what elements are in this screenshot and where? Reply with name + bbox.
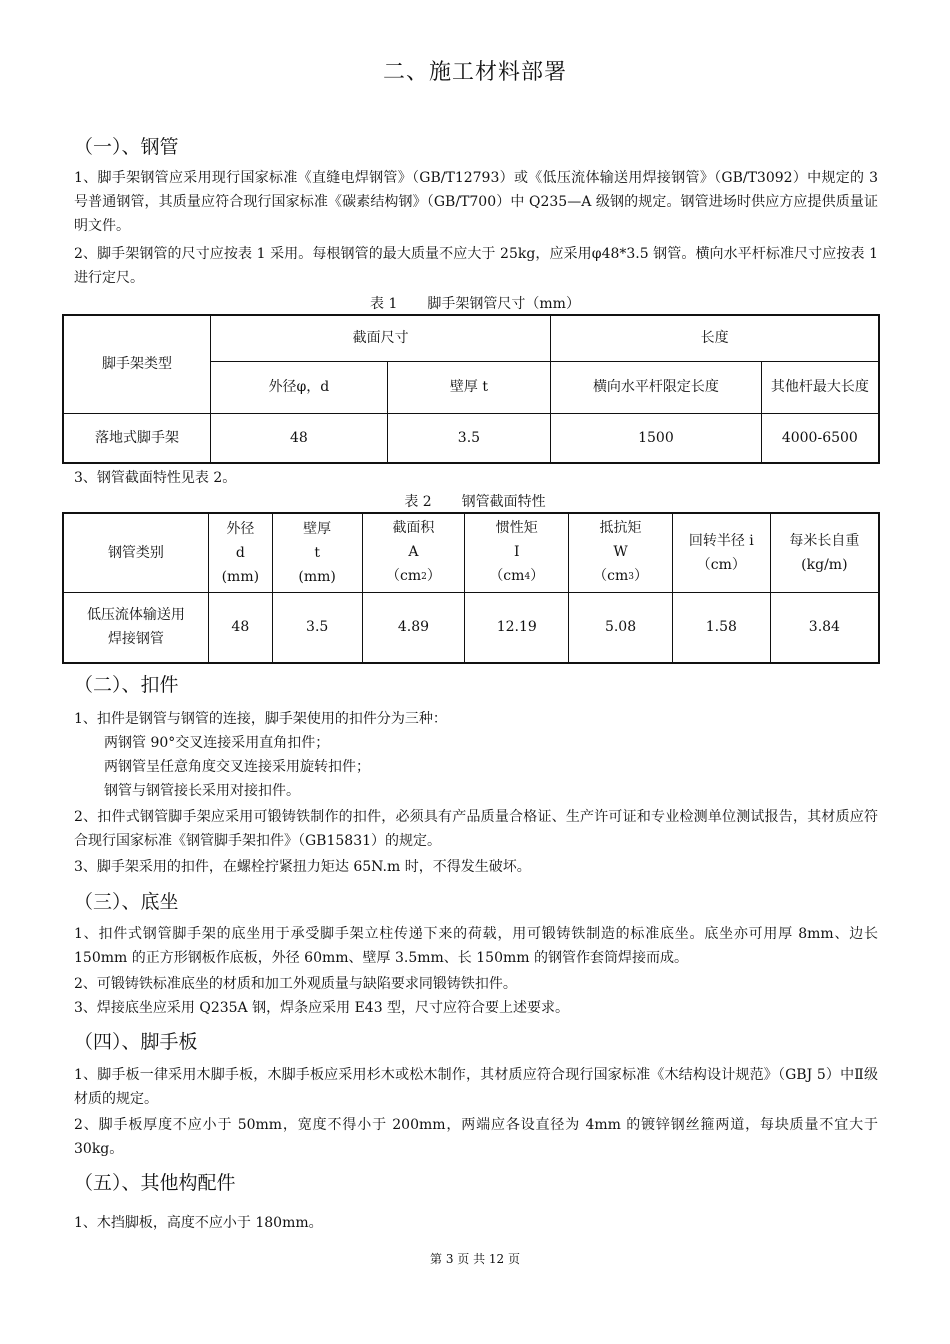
paragraph-base-quality: 2、可锻铸铁标准底坐的材质和加工外观质量与缺陷要求同锻铸铁扣件。	[74, 976, 517, 992]
list-item-swivel: 两钢管呈任意角度交叉连接采用旋转扣件；	[104, 759, 370, 775]
table2-header-type: 钢管类别	[63, 513, 208, 593]
table2-caption	[0, 491, 950, 511]
table2-cell: 48	[208, 593, 272, 663]
list-item-right-angle: 两钢管 90°交叉连接采用直角扣件；	[104, 735, 330, 751]
paragraph-pipe-standard: 1、脚手架钢管应采用现行国家标准《直缝电焊钢管》（GB/T12793）或《低压流体输送用焊接钢管》（GB/T3092）中规定的 3 号普通钢管，其质量应符合现行国家标准《碳素结构钢》（GB/T700）中 Q235—A 级钢的规定。钢管进场时供应方应提供质量证明文件。	[74, 170, 878, 234]
table1-header-wall: 壁厚 t	[387, 361, 551, 413]
table2-cell: 3.84	[770, 593, 879, 663]
table1-header-outer-diameter: 外径φ，d	[211, 361, 388, 413]
paragraph-coupler-torque: 3、脚手架采用的扣件，在螺栓拧紧扭力矩达 65N.m 时，不得发生破坏。	[74, 859, 531, 875]
table2-cell: 5.08	[569, 593, 673, 663]
table2-header-inertia: 惯性矩 I $(cm^4)$	[465, 513, 569, 593]
table2-header-modulus: 抵抗矩 W $(cm^3)$	[569, 513, 673, 593]
table2-cell: 4.89	[362, 593, 465, 663]
table1-cell: 1500	[551, 413, 761, 463]
paragraph-base-description: 1、扣件式钢管脚手架的底坐用于承受脚手架立柱传递下来的荷载，用可锻铸铁制造的标准底坐。底坐亦可用厚 8mm、边长 150mm 的正方形钢板作底板，外径 60mm、壁厚 3.5mm、长 150mm 的钢管作套筒焊接而成。	[74, 926, 878, 966]
paragraph-section-properties: 3、钢管截面特性见表 2。	[74, 470, 237, 486]
table2-header-weight: 每米长自重 (kg/m)	[770, 513, 879, 593]
table1-header-length: 长度	[551, 315, 879, 361]
paragraph-pipe-size: 2、脚手架钢管的尺寸应按表 1 采用。每根钢管的最大质量不应大于 25kg，应采用φ48*3.5 钢管。横向水平杆标准尺寸应按表 1 进行定尺。	[74, 246, 878, 286]
section-heading-steel-pipe: （一）、钢管	[74, 136, 179, 158]
table2-caption-text: 钢管截面特性	[461, 494, 546, 510]
table1-header-transverse-length: 横向水平杆限定长度	[551, 361, 761, 413]
section-heading-couplers: （二）、扣件	[74, 674, 179, 696]
table1-caption	[0, 293, 950, 313]
list-item-butt: 钢管与钢管接长采用对接扣件。	[104, 783, 300, 799]
table1-caption-number: 表 1	[370, 296, 398, 312]
table1-cell: 4000-6500	[761, 413, 879, 463]
page-title: 二、施工材料部署	[382, 60, 567, 85]
table1-header-section: 截面尺寸	[211, 315, 551, 361]
table2-header-area: 截面积 A $(cm^2)$	[362, 513, 465, 593]
paragraph-board-material: 1、脚手板一律采用木脚手板，木脚手板应采用杉木或松木制作，其材质应符合现行国家标准《木结构设计规范》（GBJ 5）中Ⅱ级材质的规定。	[74, 1067, 878, 1107]
table2-caption-number: 表 2	[404, 494, 432, 510]
page-number: 第 3 页 共 12 页	[430, 1252, 520, 1266]
table1-cell: 48	[211, 413, 388, 463]
table2-header-wall: 壁厚 t (mm)	[272, 513, 362, 593]
table-pipe-dimensions	[62, 314, 880, 464]
table2-header-radius: 回转半径 i （cm）	[672, 513, 770, 593]
table2-header-outer-diameter: 外径 d (mm)	[208, 513, 272, 593]
section-heading-other-parts: （五）、其他构配件	[74, 1172, 236, 1194]
paragraph-base-welding: 3、焊接底坐应采用 Q235A 钢，焊条应采用 E43 型，尺寸应符合要上述要求。	[74, 1000, 570, 1016]
table2-row-type: 低压流体输送用 焊接钢管	[63, 593, 208, 663]
paragraph-coupler-material: 2、扣件式钢管脚手架应采用可锻铸铁制作的扣件，必须具有产品质量合格证、生产许可证和专业检测单位测试报告，其材质应符合现行国家标准《钢管脚手架扣件》（GB15831）的规定。	[74, 809, 878, 849]
table1-caption-text: 脚手架钢管尺寸（mm）	[427, 296, 580, 312]
paragraph-toe-board: 1、木挡脚板，高度不应小于 180mm。	[74, 1215, 323, 1231]
table1-cell: 落地式脚手架	[63, 413, 211, 463]
table1-header-type: 脚手架类型	[63, 315, 211, 413]
section-heading-scaffold-board: （四）、脚手板	[74, 1031, 198, 1053]
table2-cell: 12.19	[465, 593, 569, 663]
table2-cell: 3.5	[272, 593, 362, 663]
table2-cell: 1.58	[672, 593, 770, 663]
paragraph-coupler-types: 1、扣件是钢管与钢管的连接，脚手架使用的扣件分为三种：	[74, 711, 447, 727]
paragraph-board-dimensions: 2、脚手板厚度不应小于 50mm，宽度不得小于 200mm，两端应各设直径为 4mm 的镀锌钢丝箍两道，每块质量不宜大于 30kg。	[74, 1117, 878, 1157]
section-heading-base: （三）、底坐	[74, 891, 179, 913]
table1-header-other-length: 其他杆最大长度	[761, 361, 879, 413]
table-section-properties	[62, 512, 880, 664]
table1-cell: 3.5	[387, 413, 551, 463]
